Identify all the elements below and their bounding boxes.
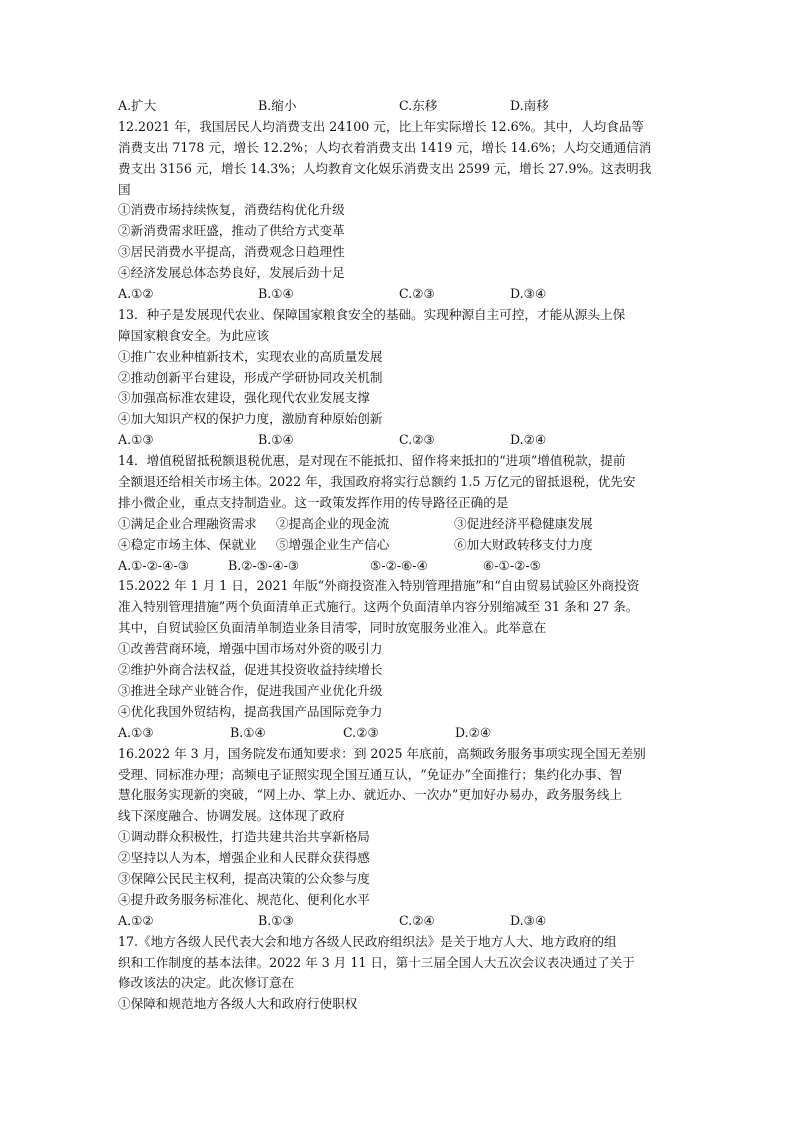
q15-stem-line: 准入特别管理措施”两个负面清单正式施行。这两个负面清单内容分别缩减至 31 条和 27 条。 xyxy=(118,599,639,615)
q16-option-c: C.②④ xyxy=(399,912,435,928)
q14-item-3: ③促进经济平稳健康发展 xyxy=(454,515,593,531)
q12-options xyxy=(118,284,678,305)
q13-item-4: ④加大知识产权的保护力度，激励育种原始创新 xyxy=(118,411,383,427)
q12-option-a: A.①② xyxy=(118,286,154,302)
q11-options xyxy=(118,96,678,117)
q16-item-3: ③保障公民民主权利，提高决策的公众参与度 xyxy=(118,870,370,886)
q14-options xyxy=(118,556,678,577)
q11-option-c: C.东移 xyxy=(399,98,438,113)
q15-item-4: ④优化我国外贸结构，提高我国产品国际竞争力 xyxy=(118,703,383,719)
q15-stem-line: 其中，自贸试验区负面清单制造业条目清零，同时放宽服务业准入。此举意在 xyxy=(118,620,547,636)
q13-item-3: ③加强高标准农建设，强化现代农业发展支撑 xyxy=(118,390,370,406)
q16-option-a: A.①② xyxy=(118,912,154,928)
q17-stem-line: 17.《地方各级人民代表大会和地方各级人民政府组织法》是关于地方人大、地方政府的组 xyxy=(118,933,617,949)
q17-item-1: ①保障和规范地方各级人大和政府行使职权 xyxy=(118,996,358,1012)
q15-option-b: B.①④ xyxy=(230,724,266,740)
q13-stem-line: 13．种子是发展现代农业、保障国家粮食安全的基础。实现种源自主可控，才能从源头上保 xyxy=(118,306,626,322)
q16-stem-line: 16.2022 年 3 月，国务院发布通知要求：到 2025 年底前，高频政务服务事项实现全国无差别 xyxy=(118,745,646,761)
q12-item-4: ④经济发展总体态势良好，发展后劲十足 xyxy=(118,265,345,281)
q12-option-c: C.②③ xyxy=(399,286,435,302)
q14-option-d: ⑥-①-②-⑤ xyxy=(483,557,541,573)
q16-options xyxy=(118,911,678,932)
q13-item-2: ②推动创新平台建设，形成产学研协同攻关机制 xyxy=(118,369,383,385)
q14-stem-line: 14．增值税留抵税额退税优惠，是对现在不能抵扣、留作将来抵扣的“进项”增值税款，提前 xyxy=(118,453,626,469)
q15-option-d: D.②④ xyxy=(455,724,492,740)
q14-item-6: ⑥加大财政转移支付力度 xyxy=(454,536,593,552)
q15-item-1: ①改善营商环境，增强中国市场对外资的吸引力 xyxy=(118,641,383,657)
q16-option-d: D.③④ xyxy=(510,912,547,928)
q14-option-a: A.①-②-④-③ xyxy=(118,557,190,573)
q13-option-b: B.①④ xyxy=(258,432,294,448)
q12-stem-line: 费支出 3156 元，增长 14.3%；人均教育文化娱乐消费支出 2599 元，增长 27.9%。这表明我 xyxy=(118,160,652,176)
q13-item-1: ①推广农业种植新技术，实现农业的高质量发展 xyxy=(118,348,383,364)
q16-item-1: ①调动群众积极性，打造共建共治共享新格局 xyxy=(118,829,370,845)
q13-stem-line: 障国家粮食安全。为此应该 xyxy=(118,327,270,343)
q17-stem-line: 修改该法的决定。此次修订意在 xyxy=(118,975,295,991)
q14-item-2: ②提高企业的现金流 xyxy=(276,515,390,531)
q12-item-1: ①消费市场持续恢复，消费结构优化升级 xyxy=(118,202,345,218)
q13-option-d: D.②④ xyxy=(510,432,547,448)
q15-option-c: C.②③ xyxy=(343,724,379,740)
q16-stem-line: 线下深度融合、协调发展。这体现了政府 xyxy=(118,808,345,824)
q12-option-b: B.①④ xyxy=(258,286,294,302)
q14-option-c: ⑤-②-⑥-④ xyxy=(370,557,428,573)
q11-option-a: A.扩大 xyxy=(118,98,157,113)
q15-option-a: A.①③ xyxy=(118,724,154,740)
q17-stem-line: 织和工作制度的基本法律。2022 年 3 月 11 日，第十三届全国人大五次会议表决通过了关于 xyxy=(118,954,635,970)
q12-stem-line: 国 xyxy=(118,181,131,197)
q14-item-5: ⑤增强企业生产信心 xyxy=(276,536,390,552)
q14-item-4: ④稳定市场主体、保就业 xyxy=(118,536,257,552)
q14-items-row xyxy=(118,535,678,556)
q12-option-d: D.③④ xyxy=(510,286,547,302)
exam-page xyxy=(118,96,678,1015)
q14-option-b: B.②-⑤-④-③ xyxy=(228,557,300,573)
q11-option-b: B.缩小 xyxy=(258,98,297,113)
q14-stem-line: 全额退还给相关市场主体。2022 年，我国政府将实行总额约 1.5 万亿元的留抵退税，优先安 xyxy=(118,474,636,490)
q16-option-b: B.①③ xyxy=(258,912,294,928)
q12-stem-line: 12.2021 年，我国居民人均消费支出 24100 元，比上年实际增长 12.6%。其中，人均食品等 xyxy=(118,118,644,134)
q15-item-2: ②维护外商合法权益，促进其投资收益持续增长 xyxy=(118,662,383,678)
q15-options xyxy=(118,723,678,744)
q14-stem-line: 排小微企业，重点支持制造业。这一政策发挥作用的传导路径正确的是 xyxy=(118,494,509,510)
q15-stem-line: 15.2022 年 1 月 1 日，2021 年版“外商投资准入特别管理措施”和“自由贸易试验区外商投资 xyxy=(118,578,640,594)
q13-options xyxy=(118,430,678,451)
q16-stem-line: 受理、同标准办理；高频电子证照实现全国互通互认，“免证办”全面推行；集约化办事、智 xyxy=(118,766,623,782)
q12-stem-line: 消费支出 7178 元，增长 12.2%；人均衣着消费支出 1419 元，增长 14.6%；人均交通通信消 xyxy=(118,139,652,155)
q15-item-3: ③推进全球产业链合作，促进我国产业优化升级 xyxy=(118,682,383,698)
q16-item-4: ④提升政务服务标准化、规范化、便利化水平 xyxy=(118,891,370,907)
q14-items-row xyxy=(118,514,678,535)
q12-item-2: ②新消费需求旺盛，推动了供给方式变革 xyxy=(118,223,345,239)
q12-item-3: ③居民消费水平提高，消费观念日趋理性 xyxy=(118,244,345,260)
q16-item-2: ②坚持以人为本，增强企业和人民群众获得感 xyxy=(118,850,370,866)
q11-option-d: D.南移 xyxy=(510,98,549,113)
q16-stem-line: 慧化服务实现新的突破，“网上办、掌上办、就近办、一次办”更加好办易办，政务服务线上 xyxy=(118,787,623,803)
q13-option-c: C.②③ xyxy=(399,432,435,448)
q13-option-a: A.①③ xyxy=(118,432,154,448)
q14-item-1: ①满足企业合理融资需求 xyxy=(118,515,257,531)
